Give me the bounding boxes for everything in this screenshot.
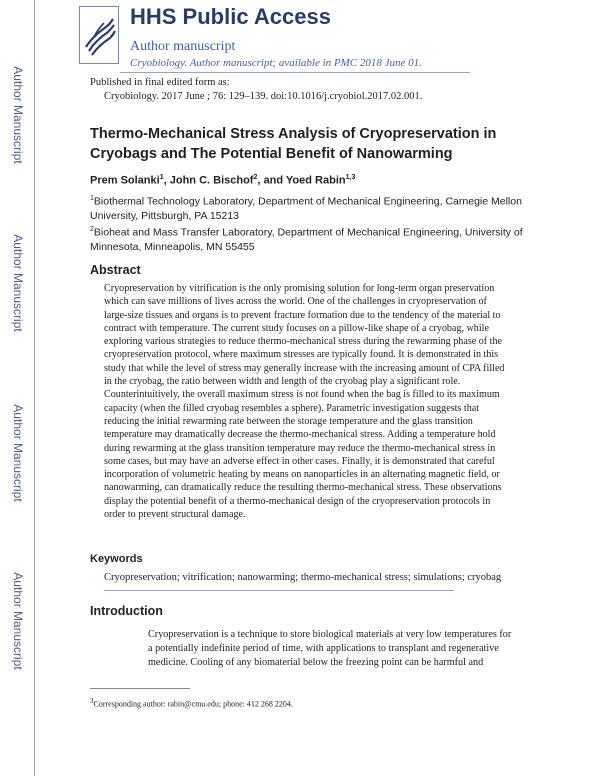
paper-title: Thermo-Mechanical Stress Analysis of Cryopreservation in Cryobags and The Potential Benefit of Nanowarming xyxy=(90,126,497,162)
affiliation-2: $^2$Bioheat and Mass Transfer Laboratory, Department of Mechanical Engineering, University of Minnesota, Minneapolis, MN 55455 xyxy=(90,226,523,253)
author-name: John C. Bischof xyxy=(169,174,254,187)
author-name: Yoed Rabin xyxy=(285,174,346,187)
published-label: Published in final edited form as: xyxy=(90,77,230,88)
sidebar-rule xyxy=(34,0,35,776)
sidebar-label-3: Author Manuscript xyxy=(11,404,25,502)
sidebar-label-2: Author Manuscript xyxy=(11,234,25,332)
author-sup: 2 xyxy=(253,174,258,181)
published-citation: Cryobiology. 2017 June ; 76: 129–139. doi:10.1016/j.cryobiol.2017.02.001. xyxy=(104,91,423,102)
header-citation: Cryobiology. Author manuscript; available in PMC 2018 June 01. xyxy=(130,57,422,69)
author-name: Prem Solanki xyxy=(90,174,160,187)
keywords-heading: Keywords xyxy=(90,553,143,565)
hhs-eagle-icon xyxy=(80,7,118,63)
author-sup: 1,3 xyxy=(345,174,356,181)
sidebar-label-1: Author Manuscript xyxy=(11,66,25,164)
affiliation-1: $^1$Biothermal Technology Laboratory, Department of Mechanical Engineering, Carnegie Mellon University, Pittsburgh, PA 15213 xyxy=(90,195,522,222)
header-title: HHS Public Access xyxy=(130,4,331,29)
abstract-text: Cryopreservation by vitrification is the only promising solution for long-term organ preservation which can save millions of lives across the world. One of the challenges in cryopreservation of large-size tissues and organs is to prevent fracture formation due to the tendency of the material to contract with temperature. The current study focuses on a pillow-like shape of a cryobag, while exploring various strategies to reduce thermo-mechanical stress during the rewarming phase of the cryopreservation protocol, where maximum stresses are typically found. It is demonstrated in this study that while the level of stress may generally increase with the increasing amount of CPA filled in the cryobag, the ratio between width and length of the cryobag play a significant role. Counterintuitively, the overall maximum stress is not found when the bag is filled to its maximum capacity (when the filled cryobag resembles a sphere). Parametric investigation suggests that reducing the initial rewarming rate between the storage temperature and the glass transition temperature may dramatically decrease the thermo-mechanical stress. Adding a temperature hold during rewarming at the glass transition temperature may reduce the thermo-mechanical stress in some cases, but may have an adverse effect in other cases. Finally, it is demonstrated that careful incorporation of volumetric heating by means on nanoparticles in an alternating magnetic field, or nanowarming, can dramatically reduce the resulting thermo-mechanical stress. These observations display the potential benefit of a thermo-mechanical design of the cryopreservation protocols in order to prevent structural damage. xyxy=(104,283,505,521)
sidebar-label-4: Author Manuscript xyxy=(11,572,25,670)
keywords-text: Cryopreservation; vitrification; nanowarming; thermo-mechanical stress; simulations; cryobag xyxy=(104,572,502,583)
keywords-divider xyxy=(104,590,454,591)
footnote: $^3$Corresponding author: rabin@cmu.edu; phone: 412 268 2204. xyxy=(90,697,293,709)
introduction-heading: Introduction xyxy=(90,604,163,618)
author-list: Prem Solanki$^1$, John C. Bischof$^2$, and Yoed Rabin$^{1,3}$ xyxy=(90,174,356,187)
abstract-heading: Abstract xyxy=(90,263,141,277)
header-subtitle: Author manuscript xyxy=(130,39,236,54)
hhs-logo xyxy=(79,6,119,64)
header-divider xyxy=(120,72,470,73)
introduction-text: Cryopreservation is a technique to store biological materials at very low temperatures for a potentially indefinite period of time, with applications to transplant and regenerative medicine. Cooling of any biomaterial below the freezing point can be harmful and xyxy=(148,629,512,668)
footnote-divider xyxy=(90,688,190,689)
author-sup: 1 xyxy=(159,174,164,181)
